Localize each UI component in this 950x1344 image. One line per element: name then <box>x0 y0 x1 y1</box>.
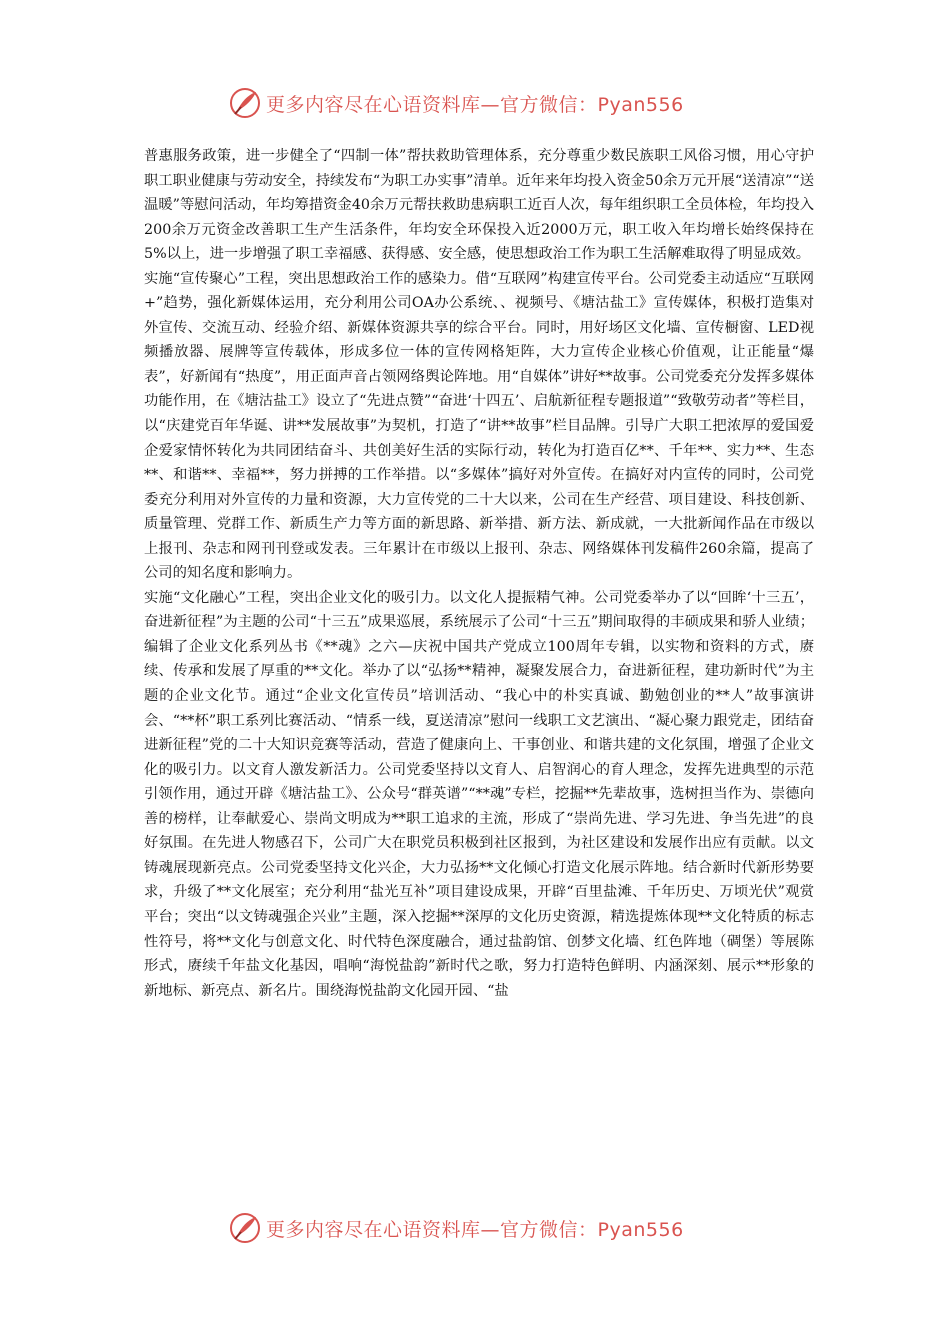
watermark-text: 更多内容尽在心语资料库—官方微信：Pyan556 <box>266 93 684 116</box>
paragraph-culture: 实施“文化融心”工程，突出企业文化的吸引力。以文化人提振精气神。公司党委举办了以“回眸‘十三五’，奋进新征程”为主题的公司“十三五”成果巡展，系统展示了公司“十三五”期间取得的丰硕成果和骄人业绩；编辑了企业文化系列丛书《**魂》之六—庆祝中国共产党成立100周年专辑，以实物和资料的方式，赓续、传承和发展了厚重的**文化。举办了以“弘扬**精神，凝聚发展合力，奋进新征程，建功新时代”为主题的企业文化节。通过“企业文化宣传员”培训活动、“我心中的朴实真诚、勤勉创业的**人”故事演讲会、“**杯”职工系列比赛活动、“情系一线，夏送清凉”慰问一线职工文艺演出、“凝心聚力跟党走，团结奋进新征程”党的二十大知识竞赛等活动，营造了健康向上、干事创业、和谐共建的文化氛围，增强了企业文化的吸引力。以文育人激发新活力。公司党委坚持以文育人、启智润心的育人理念，发挥先进典型的示范引领作用，通过开辟《塘沽盐工》、公众号“群英谱”“**魂”专栏，挖掘**先辈故事，选树担当作为、崇德向善的榜样，让奉献爱心、崇尚文明成为**职工追求的主流，形成了“崇尚先进、学习先进、争当先进”的良好氛围。在先进人物感召下，公司广大在职党员积极到社区报到，为社区建设和发展作出应有贡献。以文铸魂展现新亮点。公司党委坚持文化兴企，大力弘扬**文化倾心打造文化展示阵地。结合新时代新形势要求，升级了**文化展室；充分利用“盐光互补”项目建设成果，开辟“百里盐滩、千年历史、万顷光伏”观赏平台；突出“以文铸魂强企兴业”主题，深入挖掘**深厚的文化历史资源，精选提炼体现**文化特质的标志性符号，将**文化与创意文化、时代特色深度融合，通过盐韵馆、创梦文化墙、红色阵地（碉堡）等展陈形式，赓续千年盐文化基因，唱响“海悦盐韵”新时代之歌，努力打造特色鲜明、内涵深刻、展示**形象的新地标、新亮点、新名片。围绕海悦盐韵文化园开园、“盐 <box>144 589 814 999</box>
quill-logo-icon <box>228 1211 262 1245</box>
document-body <box>144 144 814 1003</box>
paragraph-publicity: 实施“宣传聚心”工程，突出思想政治工作的感染力。借“互联网”构建宣传平台。公司党委主动适应“互联网+”趋势，强化新媒体运用，充分利用公司OA办公系统、、视频号、《塘沽盐工》宣传媒体，积极打造集对外宣传、交流互动、经验介绍、新媒体资源共享的综合平台。同时，用好场区文化墙、宣传橱窗、LED视频播放器、展牌等宣传载体，形成多位一体的宣传网格矩阵，大力宣传企业核心价值观，让正能量“爆表”，好新闻有“热度”，用正面声音占领网络舆论阵地。用“自媒体”讲好**故事。公司党委充分发挥多媒体功能作用，在《塘沽盐工》设立了“先进点赞”“奋进‘十四五’、启航新征程专题报道”“致敬劳动者”等栏目，以“庆建党百年华诞、讲**发展故事”为契机，打造了“讲**故事”栏目品牌。引导广大职工把浓厚的爱国爱企爱家情怀转化为共同团结奋斗、共创美好生活的实际行动，转化为打造百亿**、千年**、实力**、生态**、和谐**、幸福**，努力拼搏的工作举措。以“多媒体”搞好对外宣传。在搞好对内宣传的同时，公司党委充分利用对外宣传的力量和资源，大力宣传党的二十大以来，公司在生产经营、项目建设、科技创新、质量管理、党群工作、新质生产力等方面的新思路、新举措、新方法、新成就，一大批新闻作品在市级以上报刊、杂志和网刊刊登或发表。三年累计在市级以上报刊、杂志、网络媒体刊发稿件260余篇，提高了公司的知名度和影响力。 <box>144 270 814 582</box>
paragraph-welfare: 普惠服务政策，进一步健全了“四制一体”帮扶救助管理体系，充分尊重少数民族职工风俗习惯，用心守护职工职业健康与劳动安全，持续发布“为职工办实事”清单。近年来年均投入资金50余万元开展“送清凉”“送温暖”等慰问活动，年均筹措资金40余万元帮扶救助患病职工近百人次，每年组织职工全员体检，年均投入200余万元资金改善职工生产生活条件，年均安全环保投入近2000万元，职工收入年均增长始终保持在5%以上，进一步增强了职工幸福感、获得感、安全感，使思想政治工作为职工生活解难取得了明显成效。 <box>144 148 814 263</box>
quill-logo-icon <box>228 86 262 120</box>
watermark-banner-top <box>228 86 684 120</box>
watermark-banner-bottom <box>228 1211 684 1245</box>
watermark-text: 更多内容尽在心语资料库—官方微信：Pyan556 <box>266 1218 684 1241</box>
